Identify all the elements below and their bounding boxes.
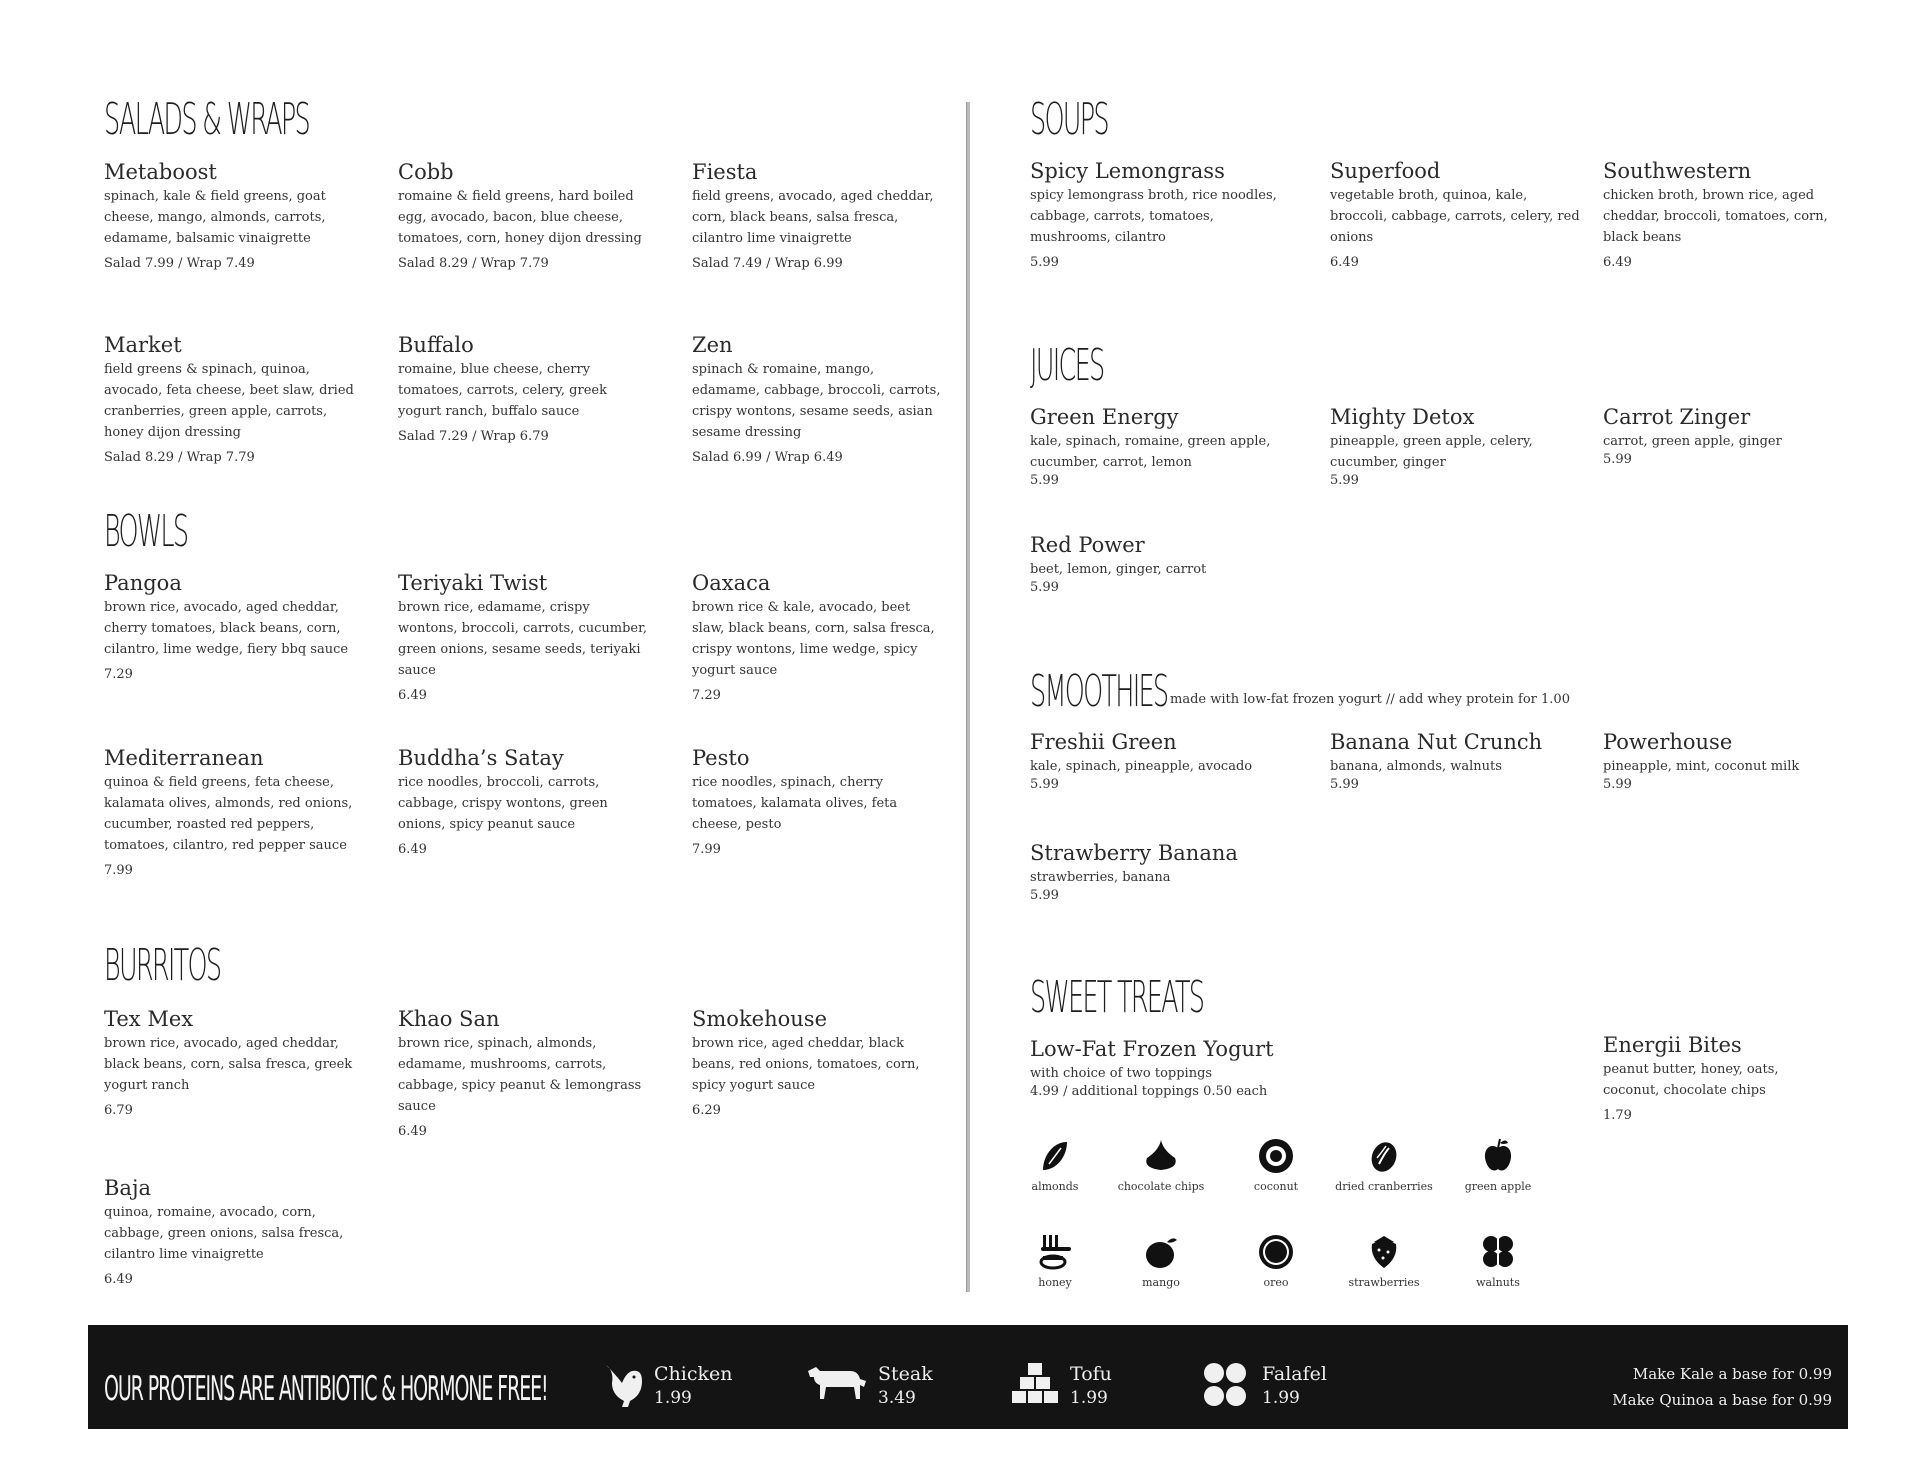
item-description: brown rice & kale, avocado, beet slaw, black beans, corn, salsa fresca, crispy wontons, lime wedge, spicy yogurt sauce xyxy=(692,600,935,679)
item-price: 7.29 xyxy=(104,667,133,683)
menu-item xyxy=(692,1007,944,1118)
item-name: Smokehouse xyxy=(692,1007,827,1031)
item-description: strawberries, banana xyxy=(1030,870,1171,886)
menu-item xyxy=(692,160,944,271)
menu-item xyxy=(104,1176,356,1287)
topping-honey xyxy=(995,1232,1115,1289)
item-description: romaine, blue cheese, cherry tomatoes, carrots, celery, greek yogurt ranch, buffalo sauce xyxy=(398,362,607,420)
menu-item xyxy=(398,160,650,271)
item-price: 5.99 xyxy=(1030,580,1059,596)
item-name: Banana Nut Crunch xyxy=(1330,730,1543,754)
item-name: Superfood xyxy=(1330,159,1441,183)
menu-item xyxy=(692,571,944,703)
item-description: beet, lemon, ginger, carrot xyxy=(1030,562,1207,578)
topping-label: strawberries xyxy=(1348,1276,1420,1289)
menu-item xyxy=(692,746,944,857)
menu-item xyxy=(398,571,650,703)
menu-item xyxy=(1603,405,1843,467)
item-price: 6.49 xyxy=(398,842,427,858)
item-price: Salad 7.99 / Wrap 7.49 xyxy=(104,256,255,272)
item-description: quinoa, romaine, avocado, corn, cabbage, green onions, salsa fresca, cilantro lime vinaigrette xyxy=(104,1205,344,1263)
item-description: carrot, green apple, ginger xyxy=(1603,434,1782,450)
section-title-salads-wraps: SALADS & WRAPS xyxy=(104,94,309,145)
item-description: kale, spinach, pineapple, avocado xyxy=(1030,759,1253,775)
item-description: brown rice, avocado, aged cheddar, cherry tomatoes, black beans, corn, cilantro, lime wedge, fiery bbq sauce xyxy=(104,600,349,658)
item-name: Cobb xyxy=(398,160,454,184)
item-description: spicy lemongrass broth, rice noodles, cabbage, carrots, tomatoes, mushrooms, cilantro xyxy=(1030,188,1277,246)
item-price: 4.99 / additional toppings 0.50 each xyxy=(1030,1084,1268,1100)
menu-item xyxy=(398,746,650,857)
protein-slogan: OUR PROTEINS ARE ANTIBIOTIC & HORMONE FREE! xyxy=(104,1369,548,1409)
item-description: pineapple, green apple, celery, cucumber, ginger xyxy=(1330,434,1533,471)
oreo-icon xyxy=(1256,1232,1296,1272)
item-name: Low-Fat Frozen Yogurt xyxy=(1030,1037,1274,1061)
cow-icon xyxy=(806,1361,870,1401)
item-description: vegetable broth, quinoa, kale, broccoli, cabbage, carrots, celery, red onions xyxy=(1330,188,1580,246)
topping-label: honey xyxy=(1038,1276,1072,1289)
item-description: brown rice, edamame, crispy wontons, broccoli, carrots, cucumber, green onions, sesame seeds, teriyaki sauce xyxy=(398,600,648,679)
kale-base-note: Make Kale a base for 0.99 xyxy=(1632,1365,1832,1383)
protein-price: 3.49 xyxy=(878,1388,916,1408)
item-price: Salad 6.99 / Wrap 6.49 xyxy=(692,450,843,466)
item-price: 5.99 xyxy=(1603,777,1632,793)
section-title-burritos: BURRITOS xyxy=(104,940,221,991)
item-name: Strawberry Banana xyxy=(1030,841,1238,865)
chicken-icon xyxy=(602,1361,646,1409)
item-description: spinach, kale & field greens, goat cheese, mango, almonds, carrots, edamame, balsamic vinaigrette xyxy=(104,189,326,247)
falafel-icon xyxy=(1202,1361,1248,1409)
menu-item xyxy=(398,1007,650,1139)
item-description: pineapple, mint, coconut milk xyxy=(1603,759,1800,775)
cranberry-icon xyxy=(1364,1136,1404,1176)
menu-item xyxy=(104,571,356,682)
topping-coconut xyxy=(1216,1136,1336,1193)
item-price: 6.49 xyxy=(1330,255,1359,271)
item-name: Buffalo xyxy=(398,333,474,357)
item-price: 5.99 xyxy=(1603,452,1632,468)
protein-name: Steak xyxy=(878,1363,933,1385)
section-title-soups: SOUPS xyxy=(1030,94,1108,145)
topping-label: mango xyxy=(1142,1276,1180,1289)
protein-name: Chicken xyxy=(654,1363,733,1385)
topping-label: dried cranberries xyxy=(1335,1180,1433,1193)
topping-label: almonds xyxy=(1031,1180,1079,1193)
item-description: chicken broth, brown rice, aged cheddar, broccoli, tomatoes, corn, black beans xyxy=(1603,188,1828,246)
topping-label: oreo xyxy=(1263,1276,1289,1289)
item-name: Tex Mex xyxy=(104,1007,194,1031)
item-price: 6.29 xyxy=(692,1103,721,1119)
item-name: Khao San xyxy=(398,1007,500,1031)
topping-oreo xyxy=(1216,1232,1336,1289)
quinoa-base-note: Make Quinoa a base for 0.99 xyxy=(1612,1391,1832,1409)
item-price: 5.99 xyxy=(1330,473,1359,489)
item-description: spinach & romaine, mango, edamame, cabbage, broccoli, carrots, crispy wontons, sesame seeds, asian sesame dressing xyxy=(692,362,941,441)
menu-item xyxy=(1603,730,1843,792)
item-name: Spicy Lemongrass xyxy=(1030,159,1225,183)
item-description: with choice of two toppings xyxy=(1030,1066,1213,1082)
menu-item xyxy=(1030,730,1282,792)
menu-item xyxy=(104,746,356,878)
item-description: brown rice, aged cheddar, black beans, red onions, tomatoes, corn, spicy yogurt sauce xyxy=(692,1036,920,1094)
strawberry-icon xyxy=(1364,1232,1404,1272)
item-price: 5.99 xyxy=(1030,888,1059,904)
item-price: Salad 8.29 / Wrap 7.79 xyxy=(398,256,549,272)
item-name: Fiesta xyxy=(692,160,758,184)
item-description: rice noodles, broccoli, carrots, cabbage, crispy wontons, green onions, spicy peanut sauce xyxy=(398,775,608,833)
menu-item xyxy=(398,333,650,444)
item-price: Salad 7.29 / Wrap 6.79 xyxy=(398,429,549,445)
item-name: Pesto xyxy=(692,746,750,770)
item-description: rice noodles, spinach, cherry tomatoes, kalamata olives, feta cheese, pesto xyxy=(692,775,898,833)
menu-item xyxy=(104,333,356,465)
item-description: field greens, avocado, aged cheddar, corn, black beans, salsa fresca, cilantro lime vinaigrette xyxy=(692,189,934,247)
topping-green-apple xyxy=(1438,1136,1558,1193)
protein-banner xyxy=(88,1325,1848,1429)
topping-almonds xyxy=(995,1136,1115,1193)
item-name: Carrot Zinger xyxy=(1603,405,1751,429)
item-price: 5.99 xyxy=(1030,473,1059,489)
item-price: 1.79 xyxy=(1603,1108,1632,1124)
item-price: 6.79 xyxy=(104,1103,133,1119)
item-description: kale, spinach, romaine, green apple, cucumber, carrot, lemon xyxy=(1030,434,1271,471)
item-name: Powerhouse xyxy=(1603,730,1733,754)
topping-label: coconut xyxy=(1253,1180,1299,1193)
item-name: Freshii Green xyxy=(1030,730,1177,754)
column-divider xyxy=(966,102,970,1292)
tofu-icon xyxy=(1012,1361,1060,1405)
item-name: Teriyaki Twist xyxy=(398,571,548,595)
menu-item xyxy=(1030,841,1282,903)
honey-icon xyxy=(1035,1232,1075,1272)
section-title-sweet-treats: SWEET TREATS xyxy=(1030,972,1204,1023)
protein-price: 1.99 xyxy=(1262,1388,1300,1408)
menu-item xyxy=(1330,730,1582,792)
almond-icon xyxy=(1035,1136,1075,1176)
coconut-icon xyxy=(1256,1136,1296,1176)
section-title-bowls: BOWLS xyxy=(104,506,188,557)
menu-item xyxy=(104,160,356,271)
item-price: 6.49 xyxy=(104,1272,133,1288)
item-name: Energii Bites xyxy=(1603,1033,1742,1057)
menu-item xyxy=(1030,533,1282,595)
topping-chocolate-chips xyxy=(1101,1136,1221,1193)
item-price: 5.99 xyxy=(1030,777,1059,793)
item-name: Green Energy xyxy=(1030,405,1179,429)
item-price: 6.49 xyxy=(398,1124,427,1140)
item-description: banana, almonds, walnuts xyxy=(1330,759,1502,775)
smoothies-note: made with low-fat frozen yogurt // add whey protein for 1.00 xyxy=(1170,692,1570,707)
topping-label: chocolate chips xyxy=(1117,1180,1205,1193)
menu-item xyxy=(1030,1037,1350,1099)
item-price: 5.99 xyxy=(1330,777,1359,793)
topping-label: walnuts xyxy=(1476,1276,1520,1289)
item-name: Mighty Detox xyxy=(1330,405,1475,429)
protein-price: 1.99 xyxy=(654,1388,692,1408)
item-price: 6.49 xyxy=(398,688,427,704)
section-title-juices: JUICES xyxy=(1030,340,1104,391)
walnut-icon xyxy=(1478,1232,1518,1272)
item-description: romaine & field greens, hard boiled egg, avocado, bacon, blue cheese, tomatoes, corn, honey dijon dressing xyxy=(398,189,642,247)
item-price: 7.99 xyxy=(104,863,133,879)
topping-mango xyxy=(1101,1232,1221,1289)
menu-item xyxy=(1030,405,1282,488)
topping-dried-cranberries xyxy=(1324,1136,1444,1193)
item-price: Salad 8.29 / Wrap 7.79 xyxy=(104,450,255,466)
item-description: quinoa & field greens, feta cheese, kalamata olives, almonds, red onions, cucumber, roasted red peppers, tomatoes, cilantro, red pepper sauce xyxy=(104,775,353,854)
item-description: peanut butter, honey, oats, coconut, chocolate chips xyxy=(1603,1062,1779,1099)
protein-name: Tofu xyxy=(1070,1363,1112,1385)
item-price: 5.99 xyxy=(1030,255,1059,271)
menu-item xyxy=(1330,405,1582,488)
item-name: Market xyxy=(104,333,182,357)
apple-icon xyxy=(1478,1136,1518,1176)
mango-icon xyxy=(1141,1232,1181,1272)
section-title-smoothies: SMOOTHIES xyxy=(1030,666,1168,717)
menu-item xyxy=(104,1007,356,1118)
protein-name: Falafel xyxy=(1262,1363,1327,1385)
item-name: Pangoa xyxy=(104,571,182,595)
menu-item xyxy=(1030,159,1282,270)
item-description: field greens & spinach, quinoa, avocado, feta cheese, beet slaw, dried cranberries, green apple, carrots, honey dijon dressing xyxy=(104,362,354,441)
item-name: Red Power xyxy=(1030,533,1145,557)
item-name: Buddha’s Satay xyxy=(398,746,564,770)
item-description: brown rice, spinach, almonds, edamame, mushrooms, carrots, cabbage, spicy peanut & lemongrass sauce xyxy=(398,1036,642,1115)
item-price: 6.49 xyxy=(1603,255,1632,271)
item-description: brown rice, avocado, aged cheddar, black beans, corn, salsa fresca, greek yogurt ranch xyxy=(104,1036,353,1094)
item-price: 7.99 xyxy=(692,842,721,858)
item-price: 7.29 xyxy=(692,688,721,704)
item-name: Southwestern xyxy=(1603,159,1752,183)
item-price: Salad 7.49 / Wrap 6.99 xyxy=(692,256,843,272)
item-name: Metaboost xyxy=(104,160,217,184)
menu-item xyxy=(1330,159,1582,270)
menu-item xyxy=(1603,1033,1833,1123)
topping-strawberries xyxy=(1324,1232,1444,1289)
menu-item xyxy=(692,333,944,465)
chocolate-chip-icon xyxy=(1141,1136,1181,1176)
menu-item xyxy=(1603,159,1843,270)
protein-price: 1.99 xyxy=(1070,1388,1108,1408)
item-name: Oaxaca xyxy=(692,571,771,595)
topping-label: green apple xyxy=(1464,1180,1532,1193)
item-name: Zen xyxy=(692,333,733,357)
item-name: Baja xyxy=(104,1176,151,1200)
item-name: Mediterranean xyxy=(104,746,264,770)
topping-walnuts xyxy=(1438,1232,1558,1289)
